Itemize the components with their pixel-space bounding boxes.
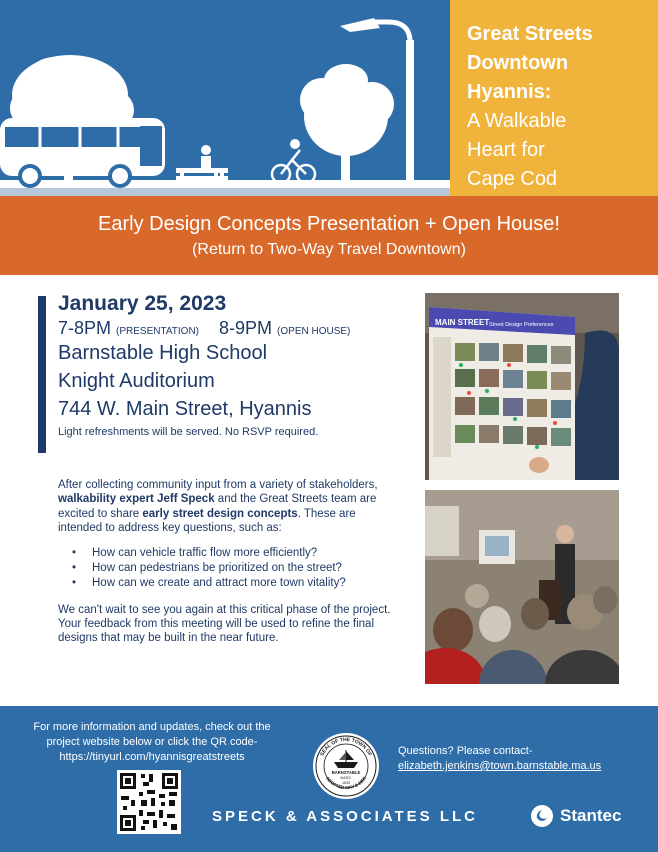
header-illustration [0,0,450,196]
seal-state: MASS. [340,776,352,780]
body-text [58,478,398,646]
street-scene-illustration [0,0,450,196]
footer-info [22,720,282,765]
title-light [467,107,648,194]
refreshments-note: Light refreshments will be served. No RSVP required. [58,426,319,438]
time-open-house-label: (OPEN HOUSE) [277,326,351,337]
footer-info-line: For more information and updates, check out the [33,721,271,733]
time-open-house: 8-9PM [219,318,273,338]
seal-name: BARNSTABLE [331,770,361,775]
tree-right [300,64,394,182]
bench-with-person [176,145,228,186]
qr-code-pattern [117,770,181,834]
photo-design-boards [425,293,619,480]
town-seal [312,732,380,800]
town-seal-emblem [312,732,380,800]
stantec-logo-icon [530,804,554,828]
venue-address: 744 W. Main Street, Hyannis [58,398,312,420]
seal-top-text: SEAL OF THE TOWN OF [319,736,373,758]
list-item: • How can pedestrians be prioritized on the street? [72,561,398,576]
seal-bottom-text: ADOPTED MAY 8 1869 [324,775,368,791]
contact-info [398,744,601,774]
person-hand [529,457,549,473]
title-bold [467,20,648,107]
audience-image [425,490,619,684]
seal-year: 1639 [342,781,350,785]
cyclist [272,150,315,183]
intro-bold: walkability expert Jeff Speck [58,493,215,506]
title-line: Great Streets [467,23,593,45]
project-website-link[interactable]: https://tinyurl.com/hyannisgreatstreets [59,751,245,763]
accent-bar [38,296,46,453]
speck-associates-logo: SPECK & ASSOCIATES LLC [212,808,479,825]
venue-line-2: Knight Auditorium [58,370,215,392]
board-subtitle: Street Design Preferences [489,322,554,328]
title-line: Downtown [467,52,569,74]
stantec-logo-text: Stantec [560,806,622,825]
event-banner [0,196,658,275]
photo-presentation-audience [425,490,619,684]
event-date: January 25, 2023 [58,292,227,315]
intro-paragraph [58,478,398,536]
cyclist-head [290,139,300,149]
design-boards-image [425,293,619,480]
bus [0,118,165,188]
qr-code[interactable] [117,770,181,834]
list-item: • How can vehicle traffic flow more efficiently? [72,546,398,561]
contact-email-link[interactable]: elizabeth.jenkins@town.barnstable.ma.us [398,760,602,772]
event-details [58,292,350,438]
banner-subheadline: (Return to Two-Way Travel Downtown) [192,241,466,258]
gray-strip [0,188,450,196]
contact-label: Questions? Please contact- [398,745,533,757]
closing-paragraph: We can't wait to see you again at this critical phase of the project. Your feedback from this meeting will be used to refine the final designs that may be built in the near future. [58,603,391,645]
title-line: Cape Cod [467,168,558,190]
seal-ship-hull [334,762,358,768]
footer-info-line: project website below or click the QR code- [46,736,258,748]
title-line: Hyannis: [467,81,552,103]
title-line: Heart for [467,139,545,161]
banner-headline: Early Design Concepts Presentation + Open House! [98,213,560,235]
title-box [450,0,658,196]
question-list [72,546,398,591]
intro-bold: early street design concepts [142,507,298,520]
intro-text: and the Great Streets team are excited to share [58,493,377,520]
venue-line-1: Barnstable High School [58,342,268,364]
event-times [58,318,350,339]
list-item: • How can we create and attract more town vitality? [72,576,398,591]
intro-text: . These are intended to address key questions, such as: [58,507,356,535]
time-presentation-label: (PRESENTATION) [116,326,199,337]
time-presentation: 7-8PM [58,318,112,338]
intro-text: After collecting community input from a variety of stakeholders, [58,479,378,491]
board-title: MAIN STREET [435,318,490,327]
title-line: A Walkable [467,110,567,132]
